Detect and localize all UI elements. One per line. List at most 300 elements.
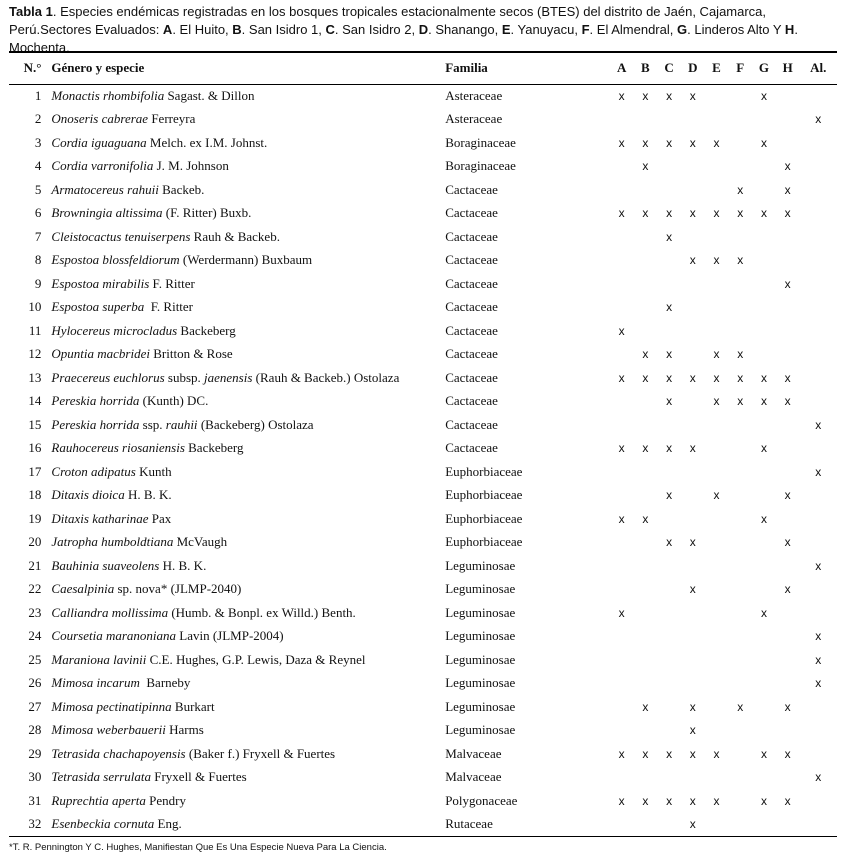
species-authority: (Rauh & Backeb.) Ostolaza: [252, 369, 400, 385]
presence-mark-c: x: [666, 89, 673, 103]
presence-mark-d: x: [689, 746, 696, 761]
presence-mark-h: [776, 813, 800, 837]
presence-mark-b: [634, 178, 658, 202]
table-row: [9, 296, 837, 320]
row-number: 18: [28, 487, 42, 503]
presence-mark-c: x: [666, 370, 673, 385]
species-name: [51, 625, 445, 649]
species-italic: Jatropha humboldtiana: [51, 534, 174, 550]
presence-mark-f: [728, 789, 752, 813]
presence-mark-f: [728, 719, 752, 743]
presence-mark-c: [657, 601, 681, 625]
species-authority: (Werdermann) Buxbaum: [179, 252, 313, 268]
species-name: [51, 202, 445, 226]
species-italic: Caesalpinia: [51, 581, 115, 597]
family-name: Cactaceae: [445, 205, 498, 221]
presence-mark-e: [705, 437, 729, 461]
sector-name-c: . San Isidro 2,: [334, 22, 419, 37]
species-name: [51, 131, 445, 155]
family-name: Polygonaceae: [445, 792, 518, 808]
species-italic: Mimosa incarum: [51, 675, 140, 691]
table-row: [9, 202, 837, 226]
presence-mark-e: [705, 296, 729, 320]
table-body: [9, 84, 837, 836]
row-number: 11: [28, 322, 42, 338]
row-number: 32: [9, 813, 51, 837]
sector-name-g: . Linderos Alto Y: [687, 22, 785, 37]
row-number: 28: [28, 722, 42, 738]
table-row: [9, 484, 837, 508]
species-italic: Praecereus euchlorus: [51, 369, 165, 385]
species-italic: rauhii: [165, 416, 198, 432]
presence-mark-f: x: [737, 206, 744, 221]
species-name: [51, 225, 445, 249]
presence-mark-al: [800, 343, 837, 367]
species-authority: H. B. K.: [159, 557, 207, 573]
presence-mark-e: [705, 84, 729, 108]
presence-mark-e: x: [713, 370, 720, 385]
presence-mark-b: x: [642, 347, 649, 362]
presence-mark-b: x: [642, 206, 649, 221]
table-header-row: [9, 52, 837, 84]
presence-mark-f: [728, 460, 752, 484]
family-name: Cactaceae: [445, 369, 498, 385]
species-authority: McVaugh: [173, 534, 228, 550]
species-authority: (Humb. & Bonpl. ex Willd.) Benth.: [168, 604, 356, 620]
presence-mark-h: x: [784, 206, 791, 221]
presence-mark-f: x: [737, 253, 744, 268]
presence-mark-c: x: [666, 229, 673, 244]
species-italic: Espostoa blossfeldiorum: [51, 252, 180, 268]
presence-mark-h: x: [784, 370, 791, 385]
presence-mark-a: [610, 108, 634, 132]
presence-mark-c: [657, 719, 681, 743]
endemic-species-table: [9, 51, 837, 837]
species-italic: Browningia altissima: [51, 205, 163, 221]
species-authority: Fryxell & Fuertes: [150, 769, 247, 785]
presence-mark-a: x: [618, 89, 625, 103]
presence-mark-e: x: [713, 394, 720, 409]
species-authority: Harms: [165, 722, 204, 738]
presence-mark-e: [705, 578, 729, 602]
presence-mark-a: x: [618, 511, 625, 526]
presence-mark-g: [752, 249, 776, 273]
presence-mark-al: [800, 742, 837, 766]
species-name: [51, 484, 445, 508]
presence-mark-f: x: [737, 699, 744, 714]
presence-mark-d: [681, 225, 705, 249]
presence-mark-a: [610, 155, 634, 179]
presence-mark-al: [800, 437, 837, 461]
presence-mark-g: [752, 319, 776, 343]
family-name: Asteraceae: [445, 111, 503, 127]
header-sector-e: E: [705, 52, 729, 84]
species-italic: Pereskia horrida: [51, 393, 140, 409]
row-number: 27: [28, 698, 42, 714]
row-number: 21: [28, 557, 42, 573]
presence-mark-g: x: [760, 511, 767, 526]
presence-mark-f: [728, 578, 752, 602]
presence-mark-e: [705, 648, 729, 672]
row-number: 9: [34, 275, 42, 291]
presence-mark-g: [752, 343, 776, 367]
table-caption: [9, 3, 839, 57]
presence-mark-b: [634, 554, 658, 578]
presence-mark-a: [610, 460, 634, 484]
presence-mark-e: [705, 460, 729, 484]
species-name: [51, 249, 445, 273]
species-authority: Sagast. & Dillon: [164, 88, 255, 103]
row-number: 17: [28, 463, 42, 479]
presence-mark-d: [681, 625, 705, 649]
species-authority: (F. Ritter) Buxb.: [162, 205, 252, 221]
caption-label: Tabla 1: [9, 4, 53, 19]
presence-mark-f: x: [737, 182, 744, 197]
species-name: [51, 84, 445, 108]
presence-mark-e: x: [713, 746, 720, 761]
presence-mark-g: x: [760, 135, 767, 150]
presence-mark-g: [752, 531, 776, 555]
family-name: Euphorbiaceae: [445, 487, 523, 503]
row-number: 6: [34, 205, 42, 221]
presence-mark-e: [705, 319, 729, 343]
family-name: Cactaceae: [445, 275, 498, 291]
presence-mark-d: [681, 108, 705, 132]
presence-mark-e: [705, 507, 729, 531]
species-authority: Britton & Rose: [149, 346, 233, 362]
presence-mark-d: x: [689, 723, 696, 738]
presence-mark-b: [634, 719, 658, 743]
species-italic: Coursetia maranoniana: [51, 628, 176, 644]
presence-mark-f: [728, 601, 752, 625]
family-name: Cactaceae: [445, 346, 498, 362]
species-name: [51, 272, 445, 296]
presence-mark-e: [705, 225, 729, 249]
presence-mark-d: [681, 554, 705, 578]
presence-mark-f: [728, 319, 752, 343]
table-row: [9, 343, 837, 367]
family-name: Leguminosae: [445, 675, 516, 691]
species-name: [51, 648, 445, 672]
presence-mark-c: x: [666, 394, 673, 409]
family-name: Malvaceae: [445, 745, 502, 761]
presence-mark-g: [752, 484, 776, 508]
presence-mark-d: x: [689, 370, 696, 385]
species-italic: jaenensis: [204, 369, 253, 385]
presence-mark-c: x: [666, 793, 673, 808]
header-sector-c: C: [657, 52, 681, 84]
presence-mark-g: [752, 554, 776, 578]
presence-mark-h: [776, 225, 800, 249]
presence-mark-f: x: [737, 347, 744, 362]
table-row: [9, 742, 837, 766]
presence-mark-h: [776, 507, 800, 531]
presence-mark-al: [800, 366, 837, 390]
header-sector-b: B: [634, 52, 658, 84]
presence-mark-c: [657, 766, 681, 790]
presence-mark-a: [610, 178, 634, 202]
presence-mark-f: x: [737, 394, 744, 409]
presence-mark-h: [776, 437, 800, 461]
family-name: Cactaceae: [445, 299, 498, 315]
presence-mark-d: [681, 601, 705, 625]
species-authority: Backeberg: [184, 440, 244, 456]
presence-mark-g: [752, 225, 776, 249]
presence-mark-e: [705, 272, 729, 296]
presence-mark-c: [657, 672, 681, 696]
presence-mark-a: [610, 225, 634, 249]
presence-mark-c: [657, 695, 681, 719]
presence-mark-h: [776, 601, 800, 625]
family-name: Cactaceae: [445, 416, 498, 432]
family-name: Leguminosae: [445, 604, 516, 620]
species-name: [51, 601, 445, 625]
presence-mark-d: [681, 272, 705, 296]
presence-mark-f: [728, 413, 752, 437]
presence-mark-b: [634, 531, 658, 555]
presence-mark-f: [728, 766, 752, 790]
presence-mark-b: x: [642, 89, 649, 103]
presence-mark-a: [610, 813, 634, 837]
table-row: [9, 789, 837, 813]
species-authority: Eng.: [154, 816, 182, 831]
species-name: [51, 155, 445, 179]
species-authority: Lavin (JLMP-2004): [176, 628, 284, 644]
presence-mark-al: [800, 719, 837, 743]
species-authority: Pendry: [145, 792, 186, 808]
presence-mark-g: [752, 648, 776, 672]
presence-mark-al: [800, 484, 837, 508]
table-row: [9, 131, 837, 155]
species-authority: Pax: [148, 510, 172, 526]
presence-mark-al: x: [815, 770, 822, 785]
presence-mark-al: [800, 249, 837, 273]
presence-mark-e: [705, 813, 729, 837]
row-number: 30: [28, 769, 42, 785]
header-sector-a: A: [610, 52, 634, 84]
presence-mark-al: [800, 202, 837, 226]
presence-mark-a: x: [618, 793, 625, 808]
presence-mark-g: [752, 813, 776, 837]
table-row: [9, 531, 837, 555]
presence-mark-a: [610, 766, 634, 790]
presence-mark-al: [800, 296, 837, 320]
presence-mark-g: [752, 178, 776, 202]
species-italic: Mimosa weberbauerii: [51, 722, 166, 738]
sector-name-e: . Yanuyacu,: [510, 22, 582, 37]
presence-mark-c: [657, 460, 681, 484]
presence-mark-b: [634, 578, 658, 602]
presence-mark-h: x: [784, 699, 791, 714]
presence-mark-c: [657, 813, 681, 837]
row-number: 15: [28, 416, 42, 432]
species-authority: Backeb.: [158, 181, 205, 197]
table-row: [9, 695, 837, 719]
presence-mark-b: [634, 272, 658, 296]
table-row: [9, 813, 837, 837]
presence-mark-e: x: [713, 488, 720, 503]
row-number: 25: [28, 651, 42, 667]
row-number: 14: [28, 393, 42, 409]
family-name: Euphorbiaceae: [445, 534, 523, 550]
species-authority: J. M. Johnson: [153, 158, 229, 174]
family-name: Cactaceae: [445, 440, 498, 456]
sector-key-h: H: [784, 22, 795, 37]
row-number: 31: [28, 792, 42, 808]
family-name: Boraginaceae: [445, 158, 516, 174]
presence-mark-b: x: [642, 159, 649, 174]
presence-mark-c: [657, 108, 681, 132]
species-authority: F. Ritter: [144, 299, 194, 315]
species-italic: Croton adipatus: [51, 463, 136, 479]
row-number: 20: [28, 534, 42, 550]
table-row: [9, 460, 837, 484]
presence-mark-d: [681, 460, 705, 484]
table-row: [9, 178, 837, 202]
presence-mark-d: x: [689, 793, 696, 808]
presence-mark-g: x: [760, 793, 767, 808]
presence-mark-e: [705, 766, 729, 790]
presence-mark-al: [800, 507, 837, 531]
presence-mark-c: x: [666, 206, 673, 221]
sector-key-d: D: [418, 22, 429, 37]
species-authority: (Baker f.) Fryxell & Fuertes: [185, 745, 336, 761]
presence-mark-h: [776, 460, 800, 484]
presence-mark-h: x: [784, 182, 791, 197]
presence-mark-h: [776, 131, 800, 155]
presence-mark-h: [776, 108, 800, 132]
presence-mark-f: [728, 648, 752, 672]
header-species: Género y especie: [51, 52, 445, 84]
species-italic: Calliandra mollissima: [51, 604, 169, 620]
presence-mark-al: x: [815, 676, 822, 691]
row-number: 26: [28, 675, 42, 691]
header-family: Familia: [445, 52, 610, 84]
presence-mark-d: [681, 766, 705, 790]
row-number: 5: [34, 181, 42, 197]
presence-mark-d: [681, 155, 705, 179]
species-name: [51, 319, 445, 343]
presence-mark-al: x: [815, 417, 822, 432]
species-italic: Ditaxis dioica: [51, 487, 125, 503]
row-number: 2: [34, 111, 42, 127]
presence-mark-b: [634, 390, 658, 414]
presence-mark-al: [800, 695, 837, 719]
presence-mark-a: [610, 390, 634, 414]
presence-mark-d: [681, 296, 705, 320]
presence-mark-a: [610, 343, 634, 367]
presence-mark-e: x: [713, 253, 720, 268]
presence-mark-b: [634, 413, 658, 437]
species-italic: Tetrasida serrulata: [51, 769, 151, 785]
species-name: [51, 343, 445, 367]
presence-mark-b: [634, 813, 658, 837]
presence-mark-d: [681, 390, 705, 414]
table-row: [9, 648, 837, 672]
presence-mark-h: [776, 296, 800, 320]
presence-mark-f: [728, 225, 752, 249]
presence-mark-b: [634, 648, 658, 672]
family-name: Leguminosae: [445, 628, 516, 644]
presence-mark-al: x: [815, 464, 822, 479]
presence-mark-a: [610, 648, 634, 672]
presence-mark-e: [705, 531, 729, 555]
presence-mark-e: x: [713, 793, 720, 808]
presence-mark-e: [705, 719, 729, 743]
presence-mark-a: [610, 695, 634, 719]
presence-mark-g: [752, 672, 776, 696]
presence-mark-f: [728, 155, 752, 179]
sector-key-c: C: [325, 22, 335, 37]
species-italic: Armatocereus rahuii: [51, 181, 159, 197]
presence-mark-a: x: [618, 441, 625, 456]
presence-mark-f: [728, 296, 752, 320]
species-authority: subsp.: [164, 369, 205, 385]
presence-mark-f: [728, 437, 752, 461]
presence-mark-g: [752, 296, 776, 320]
presence-mark-h: x: [784, 746, 791, 761]
presence-mark-al: [800, 390, 837, 414]
species-name: [51, 531, 445, 555]
species-name: [51, 578, 445, 602]
presence-mark-a: [610, 672, 634, 696]
presence-mark-e: [705, 695, 729, 719]
presence-mark-f: [728, 484, 752, 508]
species-italic: Cleistocactus tenuiserpens: [51, 228, 191, 244]
presence-mark-al: x: [815, 558, 822, 573]
sector-name-f: . El Almendral,: [589, 22, 677, 37]
presence-mark-a: x: [618, 746, 625, 761]
species-italic: Ruprechtia aperta: [51, 792, 146, 808]
presence-mark-al: [800, 813, 837, 837]
header-sector-h: H: [776, 52, 800, 84]
species-authority: (Backeberg) Ostolaza: [197, 416, 314, 432]
presence-mark-a: [610, 296, 634, 320]
presence-mark-d: x: [689, 253, 696, 268]
table-row: [9, 390, 837, 414]
presence-mark-c: [657, 155, 681, 179]
presence-mark-a: [610, 554, 634, 578]
presence-mark-d: x: [689, 699, 696, 714]
presence-mark-b: x: [642, 793, 649, 808]
presence-mark-h: [776, 249, 800, 273]
table-row: [9, 601, 837, 625]
species-italic: Pereskia horrida: [51, 416, 140, 432]
presence-mark-al: [800, 155, 837, 179]
presence-mark-h: x: [784, 582, 791, 597]
row-number: 24: [28, 628, 42, 644]
presence-mark-a: [610, 484, 634, 508]
presence-mark-h: [776, 319, 800, 343]
header-number: N.°: [9, 52, 51, 84]
table-row: [9, 155, 837, 179]
presence-mark-e: [705, 554, 729, 578]
presence-mark-al: [800, 531, 837, 555]
presence-mark-a: x: [618, 605, 625, 620]
table-row: [9, 108, 837, 132]
presence-mark-h: [776, 672, 800, 696]
table-row: [9, 554, 837, 578]
sector-name-h: . Mochenta.: [9, 22, 798, 55]
presence-mark-c: x: [666, 300, 673, 315]
species-authority: Rauh & Backeb.: [190, 228, 280, 244]
sector-name-a: . El Huito,: [172, 22, 233, 37]
presence-mark-f: [728, 108, 752, 132]
species-italic: Espostoa mirabilis: [51, 275, 150, 291]
table-row: [9, 225, 837, 249]
presence-mark-f: [728, 742, 752, 766]
table-row: [9, 719, 837, 743]
